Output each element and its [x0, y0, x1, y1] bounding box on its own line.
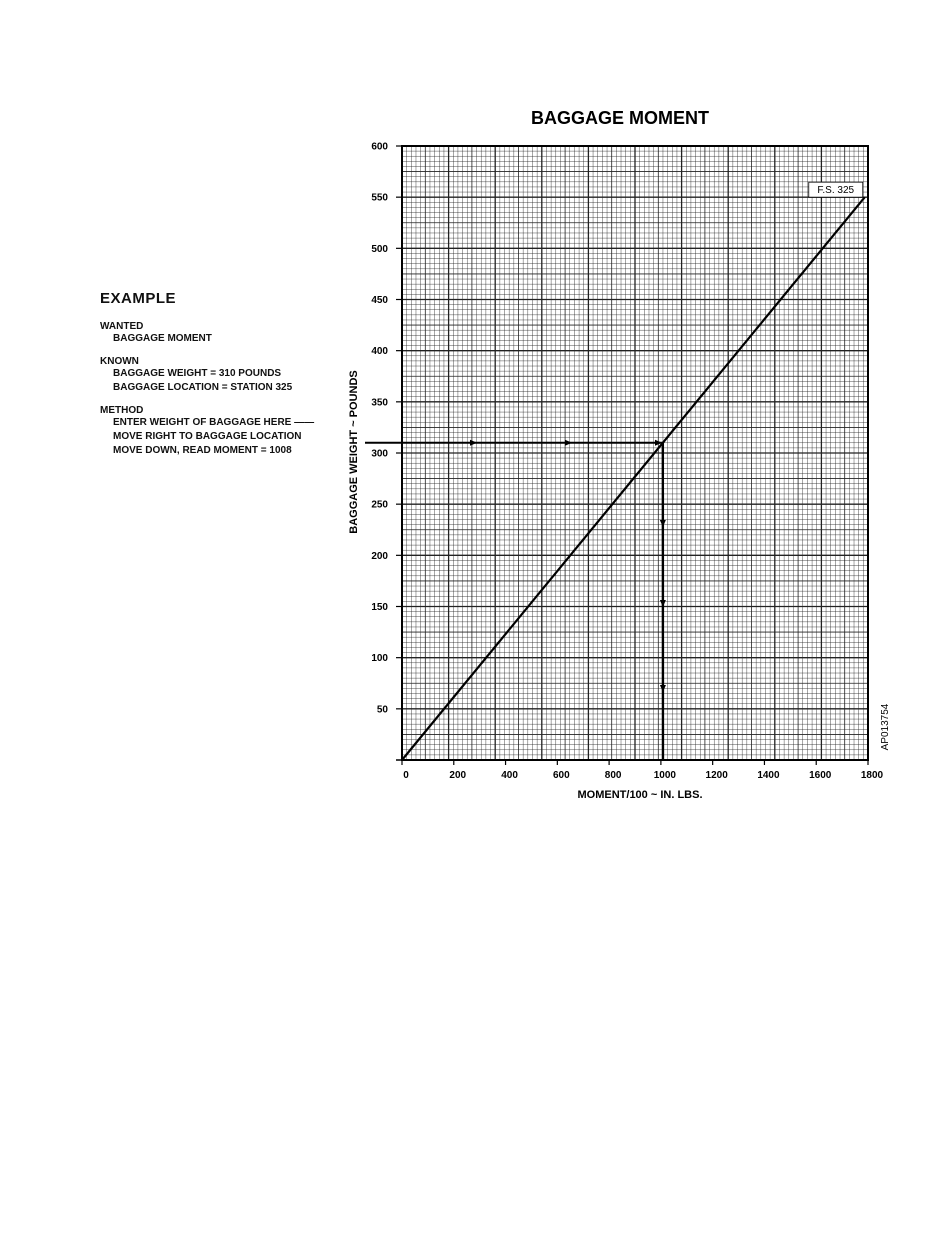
x-tick-label: 1000: [653, 770, 677, 781]
y-tick-label: 200: [371, 550, 388, 562]
series-label: F.S. 325: [817, 185, 855, 197]
y-tick-label: 500: [371, 243, 388, 255]
y-tick-label: 550: [371, 192, 388, 204]
known-heading: KNOWN: [100, 356, 139, 367]
method-line-move-right: MOVE RIGHT TO BAGGAGE LOCATION: [113, 431, 302, 442]
method-line-enter: ENTER WEIGHT OF BAGGAGE HERE ——: [113, 417, 315, 428]
y-tick-label: 100: [371, 653, 388, 665]
x-tick-label: 1600: [809, 770, 832, 781]
x-axis-label: MOMENT/100 ~ IN. LBS.: [577, 789, 703, 801]
x-tick-label: 200: [449, 770, 467, 781]
x-tick-label: 1200: [705, 770, 728, 781]
arrow-down: [660, 520, 666, 527]
y-tick-label: 250: [371, 499, 388, 511]
chart-title: BAGGAGE MOMENT: [531, 108, 709, 128]
x-tick-label: 400: [501, 770, 518, 781]
y-axis-label: BAGGAGE WEIGHT ~ POUNDS: [348, 370, 360, 534]
x-tick-label: 1400: [757, 770, 780, 781]
known-line-location: BAGGAGE LOCATION = STATION 325: [113, 382, 293, 393]
method-line-enter-text: ENTER WEIGHT OF BAGGAGE HERE: [113, 417, 292, 428]
method-line-move-down: MOVE DOWN, READ MOMENT = 1008: [113, 445, 292, 456]
x-tick-label: 800: [604, 770, 622, 781]
x-tick-label: 1800: [860, 770, 884, 781]
arrow-right: [565, 440, 572, 446]
example-title: EXAMPLE: [100, 290, 177, 307]
y-tick-label: 400: [371, 346, 388, 358]
arrow-right: [470, 440, 477, 446]
example-path: [365, 440, 666, 760]
wanted-line: BAGGAGE MOMENT: [113, 333, 212, 344]
figure-code: AP013754: [880, 703, 891, 751]
known-line-weight: BAGGAGE WEIGHT = 310 POUNDS: [113, 368, 282, 379]
y-tick-label: 600: [371, 141, 388, 153]
y-tick-label: 150: [371, 602, 388, 613]
y-tick-label: 50: [376, 704, 388, 716]
y-tick-label: 300: [371, 448, 388, 460]
y-ticks: [371, 142, 402, 716]
x-tick-label: 600: [552, 770, 570, 781]
grid: [402, 146, 868, 760]
y-tick-label: 350: [371, 397, 388, 409]
wanted-heading: WANTED: [100, 321, 144, 332]
x-ticks: [396, 760, 884, 781]
method-heading: METHOD: [100, 405, 144, 416]
x-tick-label: 0: [403, 770, 409, 781]
y-tick-label: 450: [371, 295, 388, 306]
